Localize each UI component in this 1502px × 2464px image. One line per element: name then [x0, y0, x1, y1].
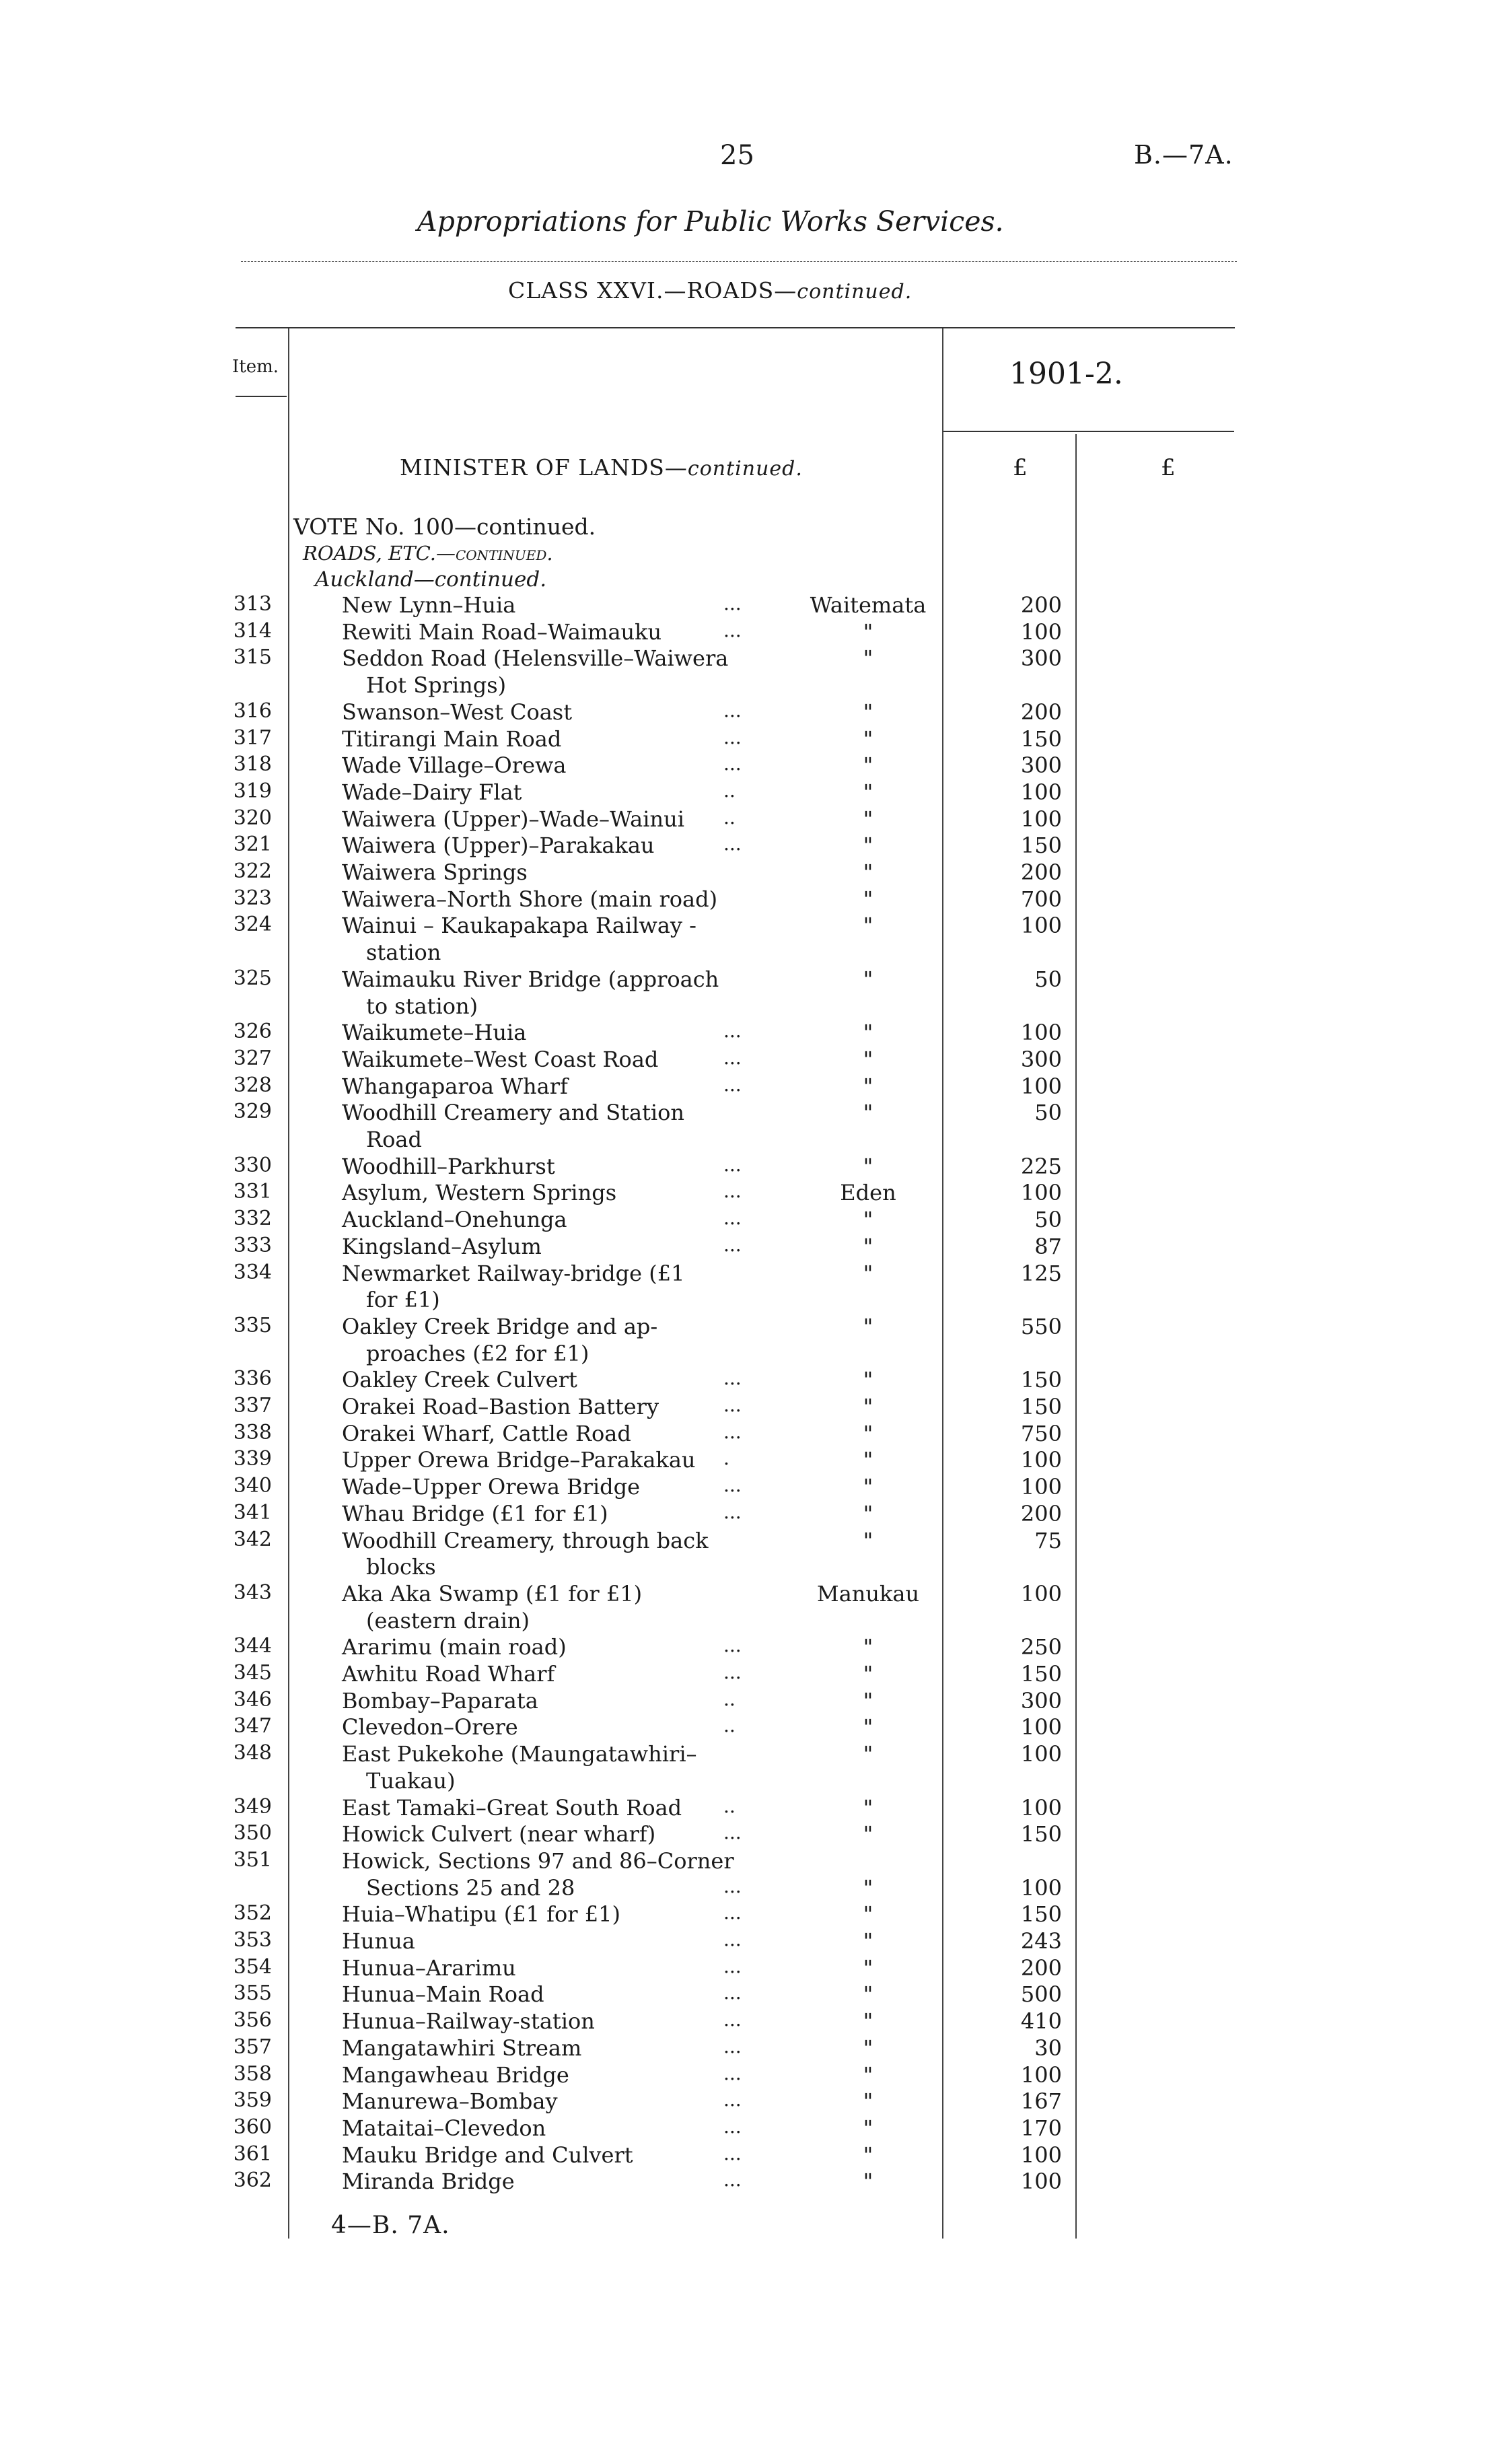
item-number: 336 — [233, 1367, 272, 1391]
item-number: 317 — [233, 726, 272, 750]
amount: 100 — [1020, 1714, 1062, 1740]
amount: 300 — [1020, 1687, 1062, 1714]
leader-dots: ... — [723, 2008, 742, 2031]
item-number: 354 — [233, 1955, 272, 1979]
electorate: " — [863, 1527, 873, 1553]
leader-dots: ... — [723, 592, 742, 614]
leader-dots: ... — [723, 1394, 742, 1416]
class-title-suffix: continued. — [797, 280, 913, 304]
amount: 100 — [1020, 913, 1062, 939]
amount: 200 — [1020, 592, 1062, 618]
district-heading: Auckland—continued. — [315, 567, 547, 592]
amount: 87 — [1034, 1233, 1062, 1259]
amount: 100 — [1020, 779, 1062, 805]
amount: 170 — [1020, 2115, 1062, 2141]
amount: 125 — [1020, 1260, 1062, 1286]
item-number: 313 — [233, 592, 272, 616]
item-number: 329 — [233, 1100, 272, 1124]
item-number: 355 — [233, 1981, 272, 2006]
item-number: 348 — [233, 1741, 272, 1765]
item-description: Hunua — [342, 1928, 415, 1954]
leader-dots: . — [723, 1447, 729, 1470]
amount: 100 — [1020, 1180, 1062, 1206]
leader-dots: ... — [723, 1153, 742, 1176]
electorate: " — [863, 1474, 873, 1500]
year-column-header: 1901-2. — [1009, 357, 1123, 391]
item-description: Waiwera Springs — [342, 859, 528, 885]
leader-dots: ... — [723, 1474, 742, 1497]
item-description: Ararimu (main road) — [342, 1634, 567, 1660]
leader-dots: ... — [723, 1180, 742, 1203]
item-number: 320 — [233, 806, 272, 830]
item-number: 337 — [233, 1394, 272, 1417]
amount: 100 — [1020, 1580, 1062, 1607]
item-number: 352 — [233, 1901, 272, 1926]
amount: 150 — [1020, 833, 1062, 859]
item-number: 327 — [233, 1046, 272, 1070]
electorate: " — [863, 1046, 873, 1072]
leader-dots: ... — [723, 1821, 742, 1844]
leader-dots: ... — [723, 1661, 742, 1683]
item-number: 328 — [233, 1073, 272, 1097]
item-description: Seddon Road (Helensville–Waiwera — [342, 645, 729, 672]
electorate: " — [863, 1687, 873, 1714]
item-number: 361 — [233, 2142, 272, 2166]
item-description: East Tamaki–Great South Road — [342, 1794, 682, 1821]
amount: 150 — [1020, 1901, 1062, 1928]
item-description: Mauku Bridge and Culvert — [342, 2142, 633, 2168]
leader-dots: ... — [723, 2115, 742, 2138]
electorate: " — [863, 859, 873, 885]
electorate: " — [863, 699, 873, 725]
amount: 100 — [1020, 1073, 1062, 1099]
leader-dots: ... — [723, 1901, 742, 1924]
leader-dots: ... — [723, 2062, 742, 2084]
leader-dots: ... — [723, 699, 742, 721]
item-description: Wade Village–Orewa — [342, 752, 567, 779]
leader-dots: ... — [723, 2142, 742, 2164]
leader-dots: ... — [723, 2169, 742, 2191]
amount: 200 — [1020, 1955, 1062, 1981]
amount: 100 — [1020, 1741, 1062, 1767]
electorate: " — [863, 726, 873, 752]
item-description: Woodhill Creamery, through back — [342, 1527, 709, 1553]
electorate: " — [863, 966, 873, 992]
electorate: " — [863, 2088, 873, 2115]
item-description: Huia–Whatipu (£1 for £1) — [342, 1901, 620, 1928]
amount: 75 — [1034, 1527, 1062, 1553]
electorate: " — [863, 2035, 873, 2061]
item-column-divider — [288, 328, 289, 2239]
item-description: Titirangi Main Road — [342, 726, 562, 752]
document-reference: B.—7A. — [1134, 140, 1233, 170]
amount-column-divider — [1075, 434, 1077, 2239]
amount: 300 — [1020, 645, 1062, 672]
leader-dots: .. — [723, 1714, 736, 1737]
item-description: Mangawheau Bridge — [342, 2062, 569, 2088]
leader-dots: ... — [723, 1634, 742, 1657]
leader-dots: ... — [723, 1955, 742, 1977]
electorate: " — [863, 1928, 873, 1954]
electorate: " — [863, 1901, 873, 1928]
amount: 700 — [1020, 886, 1062, 912]
item-number: 351 — [233, 1847, 272, 1872]
leader-dots: ... — [723, 1367, 742, 1390]
leader-dots: ... — [723, 2035, 742, 2057]
item-number: 342 — [233, 1527, 272, 1551]
leader-dots: ... — [723, 619, 742, 641]
item-number: 341 — [233, 1500, 272, 1524]
leader-dots: .. — [723, 779, 736, 802]
amount: 150 — [1020, 1394, 1062, 1419]
minister-heading — [400, 454, 803, 481]
item-column-header: Item. — [232, 357, 279, 377]
item-description: Waiwera (Upper)–Parakakau — [342, 833, 655, 859]
item-number: 356 — [233, 2008, 272, 2033]
electorate: " — [863, 1153, 873, 1179]
item-description: Kingsland–Asylum — [342, 1233, 542, 1259]
item-number: 315 — [233, 645, 272, 670]
amount: 100 — [1020, 806, 1062, 832]
electorate: " — [863, 1874, 873, 1901]
item-description: Upper Orewa Bridge–Parakakau — [342, 1447, 696, 1473]
vote-heading: VOTE No. 100—continued. — [293, 514, 596, 540]
electorate: " — [863, 1634, 873, 1660]
leader-dots: ... — [723, 752, 742, 775]
electorate: " — [863, 806, 873, 832]
amount: 150 — [1020, 1661, 1062, 1687]
table-top-rule — [236, 327, 1235, 328]
leader-dots: ... — [723, 1500, 742, 1523]
item-number: 344 — [233, 1634, 272, 1658]
item-number: 334 — [233, 1260, 272, 1284]
item-number: 362 — [233, 2169, 272, 2193]
leader-dots: ... — [723, 726, 742, 748]
item-number: 360 — [233, 2115, 272, 2139]
electorate: " — [863, 833, 873, 859]
amount: 100 — [1020, 2142, 1062, 2168]
electorate: " — [863, 1394, 873, 1419]
item-description-continued: Tuakau) — [366, 1767, 456, 1794]
item-description-continued: Road — [366, 1127, 422, 1152]
year-underline — [943, 431, 1234, 432]
item-description: Clevedon–Orere — [342, 1714, 518, 1740]
item-description: Orakei Road–Bastion Battery — [342, 1394, 659, 1419]
item-number: 319 — [233, 779, 272, 803]
amount: 243 — [1020, 1928, 1062, 1954]
leader-dots: .. — [723, 1794, 736, 1817]
amount: 500 — [1020, 1981, 1062, 2008]
leader-dots: ... — [723, 2088, 742, 2111]
electorate: " — [863, 1233, 873, 1259]
electorate: " — [863, 752, 873, 779]
amount: 300 — [1020, 752, 1062, 779]
item-description: Hunua–Main Road — [342, 1981, 544, 2008]
electorate: " — [863, 2062, 873, 2088]
leader-dots: ... — [723, 833, 742, 855]
amount: 410 — [1020, 2008, 1062, 2035]
electorate: " — [863, 1420, 873, 1446]
leader-dots: ... — [723, 1046, 742, 1069]
amount: 100 — [1020, 1874, 1062, 1901]
item-description: Newmarket Railway-bridge (£1 — [342, 1260, 685, 1286]
electorate: " — [863, 1794, 873, 1821]
electorate: " — [863, 645, 873, 672]
item-description: Swanson–West Coast — [342, 699, 573, 725]
electorate-column-divider — [942, 328, 943, 2239]
item-description: Whangaparoa Wharf — [342, 1073, 568, 1099]
item-description-continued: proaches (£2 for £1) — [366, 1340, 589, 1366]
item-number: 338 — [233, 1420, 272, 1444]
electorate: " — [863, 1100, 873, 1126]
item-description: Hunua–Ararimu — [342, 1955, 516, 1981]
amount: 300 — [1020, 1046, 1062, 1072]
item-number: 349 — [233, 1794, 272, 1819]
item-number: 358 — [233, 2062, 272, 2086]
item-description-continued: blocks — [366, 1554, 436, 1580]
item-number: 314 — [233, 619, 272, 643]
item-description: Woodhill Creamery and Station — [342, 1100, 685, 1126]
amount: 250 — [1020, 1634, 1062, 1660]
roads-heading: ROADS, ETC.—continued. — [303, 542, 553, 565]
leader-dots: ... — [723, 1020, 742, 1043]
item-description: Aka Aka Swamp (£1 for £1) — [342, 1580, 643, 1607]
electorate: " — [863, 1447, 873, 1473]
amount: 150 — [1020, 726, 1062, 752]
item-number: 340 — [233, 1474, 272, 1498]
item-description: Hunua–Railway-station — [342, 2008, 595, 2035]
item-number: 332 — [233, 1207, 272, 1231]
item-number: 326 — [233, 1020, 272, 1044]
electorate: " — [863, 2008, 873, 2035]
item-number: 325 — [233, 966, 272, 990]
electorate: " — [863, 1500, 873, 1526]
item-number: 321 — [233, 833, 272, 857]
item-description-continued: (eastern drain) — [366, 1607, 530, 1633]
item-description: Mataitai–Clevedon — [342, 2115, 546, 2141]
item-number: 343 — [233, 1580, 272, 1605]
item-description: Wainui – Kaukapakapa Railway - — [342, 913, 696, 939]
item-number: 335 — [233, 1313, 272, 1337]
item-number: 357 — [233, 2035, 272, 2059]
item-number: 350 — [233, 1821, 272, 1845]
item-description: New Lynn–Huia — [342, 592, 516, 618]
item-number: 316 — [233, 699, 272, 723]
item-description: Waikumete–Huia — [342, 1020, 527, 1046]
item-description: Howick, Sections 97 and 86–Corner — [342, 1847, 734, 1874]
item-number: 346 — [233, 1687, 272, 1712]
leader-dots: .. — [723, 806, 736, 829]
amount: 150 — [1020, 1821, 1062, 1847]
amount: 225 — [1020, 1153, 1062, 1179]
item-number: 323 — [233, 886, 272, 910]
item-description: Miranda Bridge — [342, 2169, 515, 2195]
electorate: " — [863, 779, 873, 805]
electorate: " — [863, 1020, 873, 1046]
currency-header-1: £ — [1013, 454, 1028, 481]
minister-suffix: continued. — [687, 457, 803, 481]
item-description: Oakley Creek Culvert — [342, 1367, 577, 1393]
amount: 150 — [1020, 1367, 1062, 1393]
class-title — [508, 277, 912, 304]
item-description: Mangatawhiri Stream — [342, 2035, 582, 2061]
item-number: 330 — [233, 1153, 272, 1177]
leader-dots: .. — [723, 1687, 736, 1710]
amount: 750 — [1020, 1420, 1062, 1446]
item-description-continued: Sections 25 and 28 — [366, 1874, 575, 1901]
electorate: " — [863, 1073, 873, 1099]
electorate: " — [863, 2142, 873, 2168]
item-header-underline — [236, 396, 287, 397]
item-number: 353 — [233, 1928, 272, 1952]
leader-dots: ... — [723, 1874, 742, 1897]
electorate: " — [863, 886, 873, 912]
electorate: " — [863, 619, 873, 645]
amount: 100 — [1020, 2169, 1062, 2195]
item-number: 347 — [233, 1714, 272, 1738]
item-number: 322 — [233, 859, 272, 883]
item-number: 345 — [233, 1661, 272, 1685]
page-number: 25 — [720, 140, 754, 171]
item-description: Asylum, Western Springs — [342, 1180, 617, 1206]
electorate: " — [863, 1714, 873, 1740]
leader-dots: ... — [723, 1207, 742, 1230]
item-description-continued: for £1) — [366, 1287, 440, 1313]
amount: 100 — [1020, 2062, 1062, 2088]
item-number: 333 — [233, 1233, 272, 1257]
item-description: Orakei Wharf, Cattle Road — [342, 1420, 631, 1446]
item-description: Auckland–Onehunga — [342, 1207, 567, 1233]
item-description: Wade–Upper Orewa Bridge — [342, 1474, 641, 1500]
item-description: Waimauku River Bridge (approach — [342, 966, 719, 992]
item-description: Wade–Dairy Flat — [342, 779, 522, 805]
amount: 100 — [1020, 1474, 1062, 1500]
electorate: " — [863, 1955, 873, 1981]
item-number: 331 — [233, 1180, 272, 1204]
item-description: Rewiti Main Road–Waimauku — [342, 619, 662, 645]
item-description-continued: Hot Springs) — [366, 672, 507, 699]
item-description: East Pukekohe (Maungatawhiri– — [342, 1741, 697, 1767]
electorate: " — [863, 1661, 873, 1687]
electorate: " — [863, 2169, 873, 2195]
amount: 50 — [1034, 1100, 1062, 1126]
leader-dots: ... — [723, 1420, 742, 1443]
electorate: " — [863, 913, 873, 939]
amount: 100 — [1020, 1794, 1062, 1821]
item-description: Whau Bridge (£1 for £1) — [342, 1500, 608, 1526]
leader-dots: ... — [723, 1073, 742, 1096]
item-number: 318 — [233, 752, 272, 777]
class-title-text: CLASS XXVI.—ROADS— — [508, 277, 797, 304]
item-description: Waiwera–North Shore (main road) — [342, 886, 718, 912]
currency-header-2: £ — [1161, 454, 1176, 481]
page-signature: 4—B. 7A. — [331, 2212, 450, 2239]
page-title: Appropriations for Public Works Services. — [417, 205, 1004, 238]
item-number: 359 — [233, 2088, 272, 2113]
amount: 50 — [1034, 966, 1062, 992]
item-description: Waiwera (Upper)–Wade–Wainui — [342, 806, 684, 832]
amount: 100 — [1020, 1020, 1062, 1046]
electorate: " — [863, 1981, 873, 2008]
item-description: Oakley Creek Bridge and ap- — [342, 1313, 658, 1339]
electorate: " — [863, 1260, 873, 1286]
electorate: Manukau — [816, 1580, 920, 1607]
amount: 30 — [1034, 2035, 1062, 2061]
electorate: " — [863, 1741, 873, 1767]
amount: 100 — [1020, 1447, 1062, 1473]
minister-text: MINISTER OF LANDS— — [400, 454, 688, 481]
electorate: " — [863, 1313, 873, 1339]
amount: 200 — [1020, 699, 1062, 725]
electorate: " — [863, 1821, 873, 1847]
leader-dots: ... — [723, 1928, 742, 1950]
item-description: Woodhill–Parkhurst — [342, 1153, 555, 1179]
amount: 200 — [1020, 1500, 1062, 1526]
electorate: Waitemata — [810, 592, 927, 618]
electorate: " — [863, 1367, 873, 1393]
item-description: Bombay–Paparata — [342, 1687, 538, 1714]
electorate: " — [863, 1207, 873, 1233]
amount: 167 — [1020, 2088, 1062, 2115]
item-description: Howick Culvert (near wharf) — [342, 1821, 656, 1847]
electorate: " — [863, 2115, 873, 2141]
item-description: Manurewa–Bombay — [342, 2088, 558, 2115]
amount: 100 — [1020, 619, 1062, 645]
item-description: Waikumete–West Coast Road — [342, 1046, 659, 1072]
item-description-continued: station — [366, 940, 441, 966]
leader-dots: ... — [723, 1233, 742, 1256]
amount: 50 — [1034, 1207, 1062, 1233]
item-number: 324 — [233, 913, 272, 937]
item-description-continued: to station) — [366, 993, 478, 1019]
item-number: 339 — [233, 1447, 272, 1471]
title-rule — [241, 261, 1237, 262]
electorate: Eden — [840, 1180, 896, 1206]
amount: 200 — [1020, 859, 1062, 885]
amount: 550 — [1020, 1313, 1062, 1339]
leader-dots: ... — [723, 1981, 742, 2004]
item-description: Awhitu Road Wharf — [342, 1661, 555, 1687]
